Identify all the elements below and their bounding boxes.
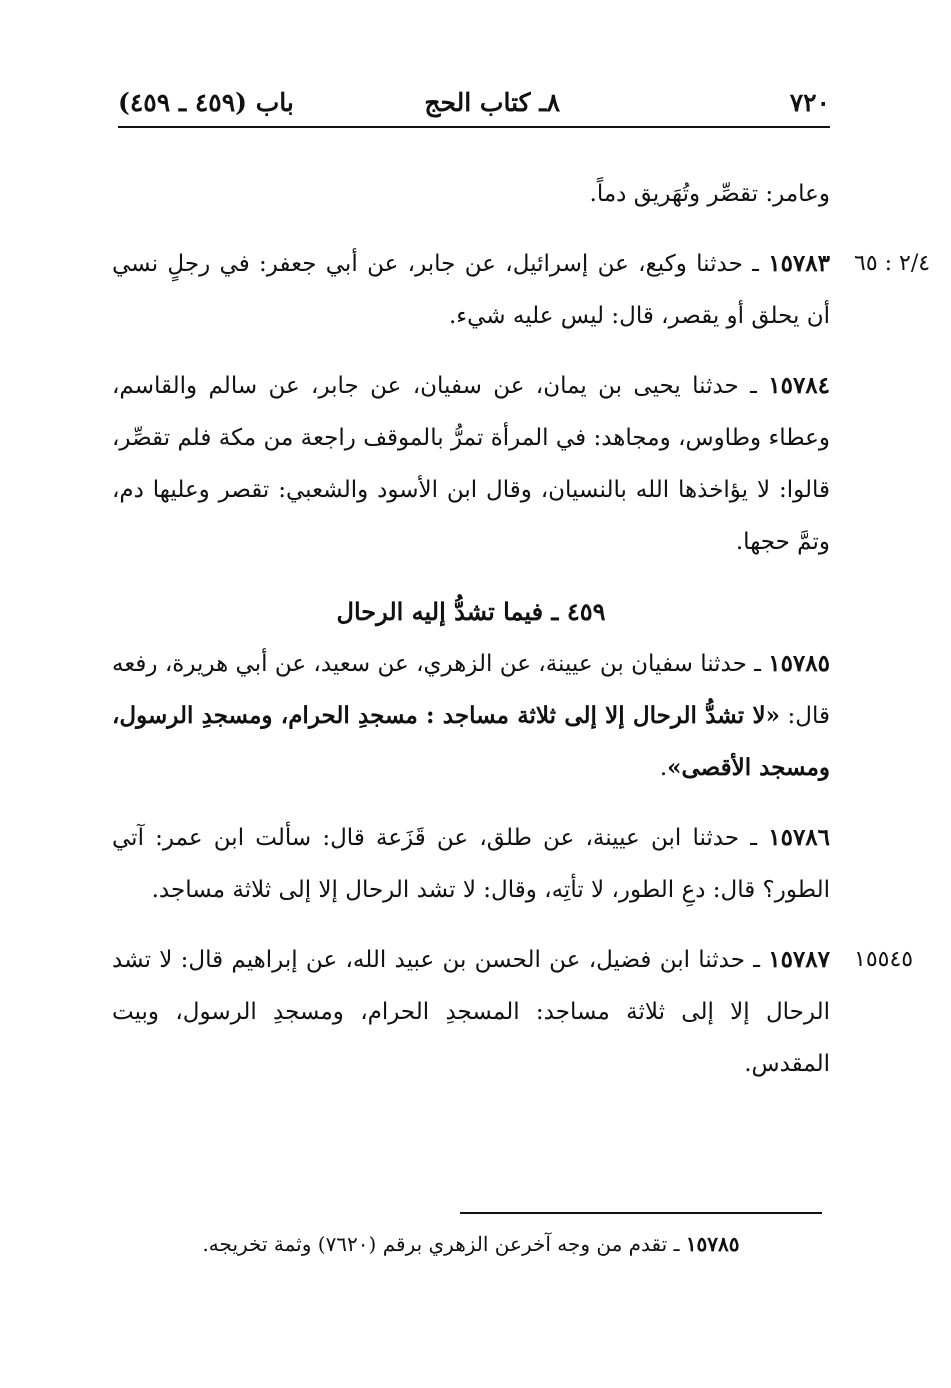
margin-reference: ١٥٥٤٥ bbox=[854, 947, 914, 972]
hadith-15785 bbox=[112, 638, 830, 794]
hadith-text: ـ حدثنا ابن فضيل، عن الحسن بن عبيد الله، عن إبراهيم قال: لا تشد الرحال إلا إلى ثلاثة مساجد: المسجدِ الحرام، ومسجدِ الرسول، وبيت المقدس. bbox=[112, 947, 830, 1077]
book-title: ٨ـ كتاب الحج bbox=[424, 88, 560, 117]
page-number: ٧٢٠ bbox=[789, 88, 830, 117]
hadith-quote: «لا تشدُّ الرحال إلا إلى ثلاثة مساجد : مسجدِ الحرام، ومسجدِ الرسول، ومسجد الأقصى» bbox=[112, 702, 830, 781]
hadith-text: ـ حدثنا سفيان بن عيينة، عن الزهري، عن سعيد، عن أبي هريرة، رفعه قال: bbox=[112, 651, 830, 729]
hadith-number: ١٥٧٨٧ bbox=[768, 946, 830, 973]
hadith-text: ـ حدثنا وكيع، عن إسرائيل، عن جابر، عن أبي جعفر: في رجلٍ نسي أن يحلق أو يقصر، قال: ليس عليه شيء. bbox=[112, 251, 830, 329]
chapter-range: باب (٤٥٩ ـ ٤٥٩) bbox=[118, 88, 294, 117]
hadith-text: ـ حدثنا ابن عيينة، عن طلق، عن قَزَعة قال: سألت ابن عمر: آتي الطور؟ قال: دعِ الطور، لا تأتِه، وقال: لا تشد الرحال إلا إلى ثلاثة مساجد. bbox=[112, 825, 830, 903]
hadith-15787 bbox=[112, 934, 914, 1090]
page-header bbox=[118, 86, 830, 128]
hadith-number: ١٥٧٨٦ bbox=[768, 824, 831, 851]
hadith-number: ١٥٧٨٣ bbox=[768, 250, 830, 277]
footnote-separator bbox=[460, 1212, 822, 1214]
section-heading: ٤٥٩ ـ فيما تشدُّ إليه الرحال bbox=[336, 597, 606, 626]
hadith-15783 bbox=[112, 238, 931, 342]
footnote-text: ـ تقدم من وجه آخرعن الزهري برقم (٧٦٢٠) وثمة تخريجه. bbox=[202, 1232, 680, 1256]
continuation-paragraph: وعامر: تقصِّر وتُهَريق دماً. bbox=[589, 181, 830, 207]
hadith-number: ١٥٧٨٥ bbox=[768, 650, 830, 677]
hadith-15784 bbox=[112, 360, 830, 568]
hadith-number: ١٥٧٨٤ bbox=[768, 372, 831, 399]
footnote bbox=[112, 1232, 830, 1256]
hadith-text: ـ حدثنا يحيى بن يمان، عن سفيان، عن جابر، عن سالم والقاسم، وعطاء وطاوس، ومجاهد: في المرأة تمرُّ بالموقف راجعة من مكة فلم تقصِّر، قالوا: لا يؤاخذها الله بالنسيان، وقال ابن الأسود والشعبي: تقصر وعليها دم، وتمَّ حجها. bbox=[112, 373, 830, 555]
hadith-text-end: . bbox=[659, 755, 668, 781]
margin-reference: ٢/٤ : ٦٥ bbox=[854, 251, 931, 276]
footnote-number: ١٥٧٨٥ bbox=[685, 1232, 740, 1256]
hadith-15786 bbox=[112, 812, 830, 916]
page-body bbox=[112, 168, 931, 1108]
